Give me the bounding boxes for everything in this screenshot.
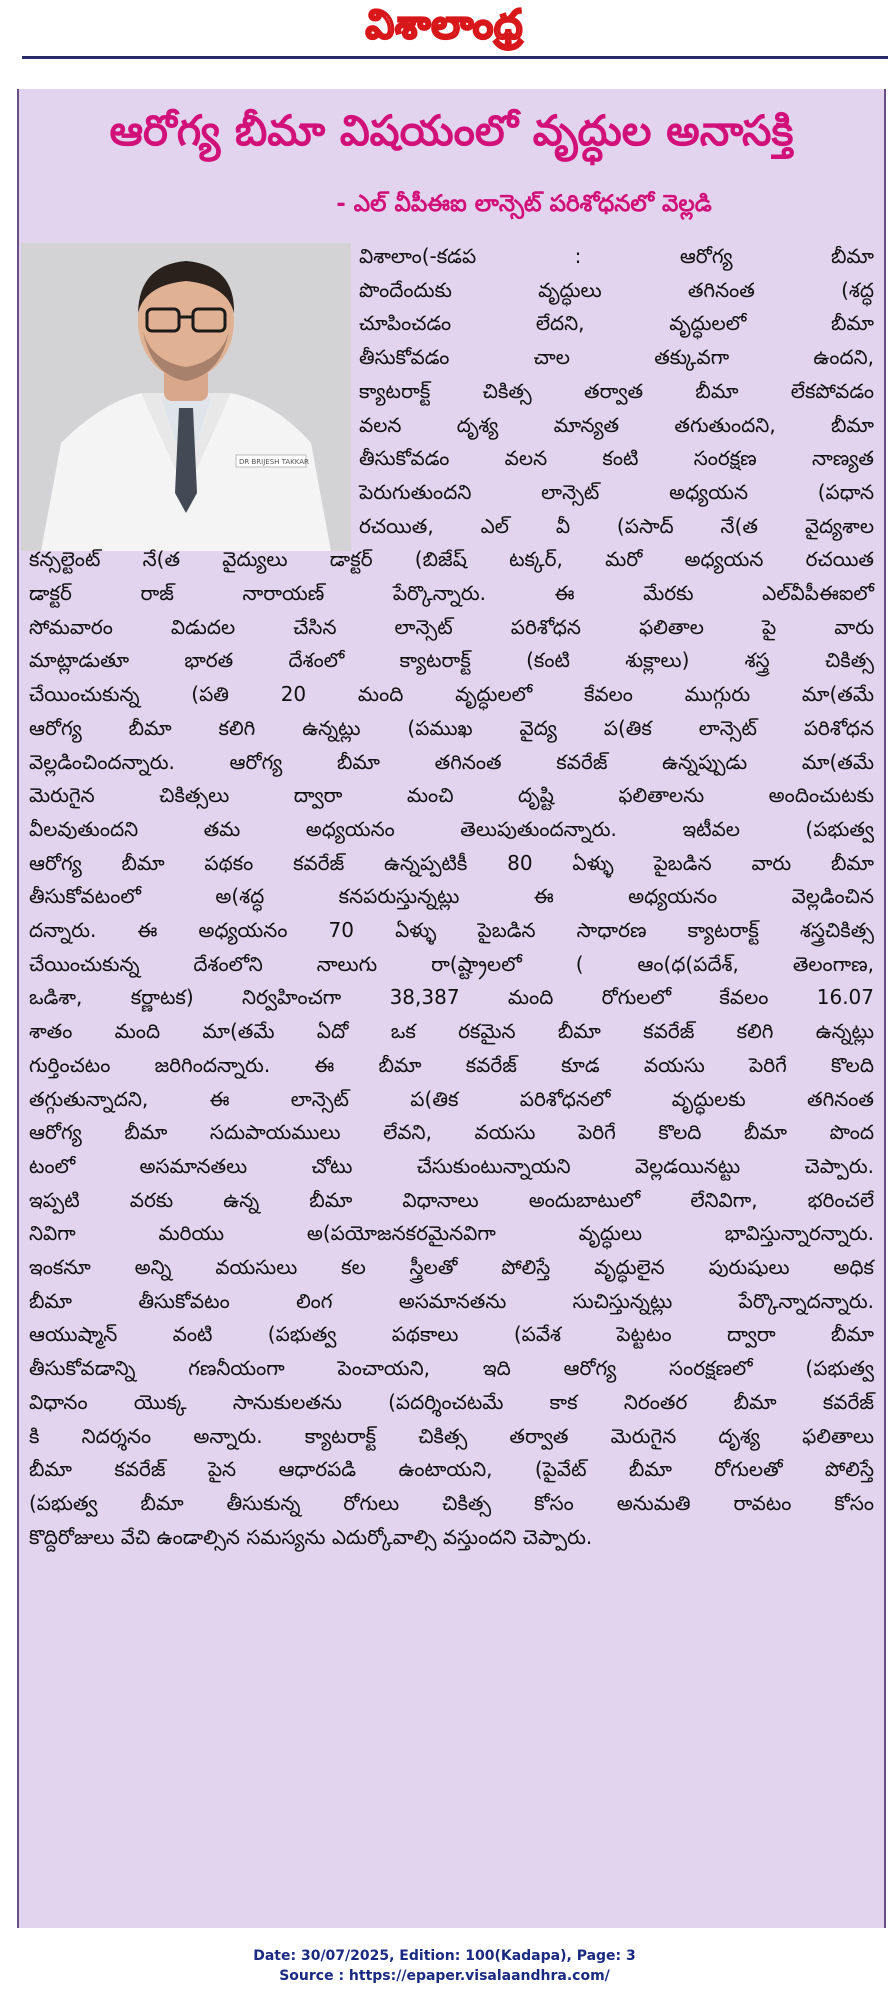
body-line: రచయిత, ఎల్ వీ (పసాద్ నే(త వైద్యశాల <box>359 513 874 538</box>
body-line: మాట్లాడుతూ భారత దేశంలో క్యాటరాక్ట్ (కంటి శుక్లాలు) శస్త్ర చికిత్స <box>29 648 874 673</box>
body-line: చేయించుకున్న (పతి 20 మంది వృద్ధులలో కేవలం ముగ్గురు మా(తమే <box>29 682 874 707</box>
article-headline: ఆరోగ్య బీమా విషయంలో వృద్ధుల అనాసక్తి <box>109 106 794 155</box>
body-line: విధానం యొక్క సానుకులతను (పదర్శించటమే కాక నిరంతర బీమా కవరేజ్ <box>29 1389 874 1414</box>
body-line: తగ్గుతున్నాదని, ఈ లాన్సెట్ ప(తిక పరిశోధనలో వృద్ధులకు తగినంత <box>29 1086 874 1111</box>
body-line: వెల్లడించిందన్నారు. ఆరోగ్య బీమా తగినంత కవరేజ్ ఉన్నప్పుడు మా(తమే <box>29 749 874 774</box>
body-line: సోమవారం విడుదల చేసిన లాన్సెట్ పరిశోధన ఫలితాల పై వారు <box>29 614 874 639</box>
body-line: వీలవుతుందని తమ అధ్యయనం తెలుపుతుందన్నారు. ఇటీవల (పభుత్వ <box>29 816 874 841</box>
body-line: నివిగా మరియు అ(పయోజనకరమైనవిగా వృద్ధులు భావిస్తున్నారన్నారు. <box>29 1221 874 1246</box>
page-footer <box>0 1946 889 1986</box>
body-line: వలన దృశ్య మాన్యత తగుతుందని, బీమా <box>359 412 874 437</box>
body-line: ఆయుష్మాన్ వంటి (పభుత్వ పథకాలు (పవేశ పెట్టటం ద్వారా బీమా <box>29 1322 874 1347</box>
body-line: కొద్దిరోజులు వేచి ఉండాల్సిన సమస్యను ఎదుర్కోవాల్సి వస్తుందని చెప్పారు. <box>29 1524 593 1549</box>
body-line: పొందేందుకు వృద్ధులు తగినంత (శద్ధ <box>359 277 874 302</box>
edition-info: Date: 30/07/2025, Edition: 100(Kadapa), Page: 3 <box>253 1948 636 1964</box>
badge-text: DR BRIJESH TAKKAR <box>239 458 309 466</box>
article-body <box>19 89 884 1928</box>
body-line: ఆరోగ్య బీమా పథకం కవరేజ్ ఉన్నప్పటికీ 80 ఏళ్ళు పైబడిన వారు బీమా <box>29 850 874 875</box>
body-line: ఆరోగ్య బీమా సదుపాయములు లేవని, వయసు పెరిగే కొలది బీమా పొంద <box>29 1120 874 1145</box>
body-line: కి నిదర్శనం అన్నారు. క్యాటరాక్ట్ చికిత్స తర్వాత మెరుగైన దృశ్య ఫలితాలు <box>29 1423 874 1448</box>
body-line: చేయించుకున్న దేశంలోని నాలుగు రా(ష్ట్రాలలో ( ఆం(ధ(పదేశ్, తెలంగాణ, <box>29 951 874 976</box>
body-line: విశాలాం(-కడప : ఆరోగ్య బీమా <box>359 244 874 268</box>
body-line: శాతం మంది మా(తమే ఏదో ఒక రకమైన బీమా కవరేజ్ కలిగి ఉన్నట్లు <box>29 1019 874 1044</box>
body-line: మెరుగైన చికిత్సలు ద్వారా మంచి దృష్టి ఫలితాలను అందించుటకు <box>29 783 874 808</box>
article-subheadline: - ఎల్ వీపీఈఐ లాన్సెట్ పరిశోధనలో వెల్లడి <box>336 191 712 217</box>
body-line: తీసుకోవటంలో అ(శద్ధ కనపరుస్తున్నట్లు ఈ అధ్యయనం వెల్లడించిన <box>29 884 874 909</box>
body-line: గుర్తించటం జరిగిందన్నారు. ఈ బీమా కవరేజ్ కూడ వయసు పెరిగే కొలది <box>29 1052 874 1077</box>
body-line: దన్నారు. ఈ అధ్యయనం 70 ఏళ్ళు పైబడిన సాధారణ క్యాటరాక్ట్ శస్త్రచికిత్స <box>29 918 874 942</box>
news-article-clipping <box>17 89 886 1928</box>
newspaper-logo: విశాలాంధ్ర <box>365 1 524 48</box>
body-line: ఇంకనూ అన్ని వయసులు కల స్త్రీలతో పోలిస్తే వృద్ధులైన పురుషులు అధిక <box>29 1255 874 1279</box>
masthead-divider <box>22 56 888 59</box>
body-line: ఇప్పటి వరకు ఉన్న బీమా విధానాలు అందుబాటులో లేనివిగా, భరించలే <box>29 1187 874 1212</box>
body-line: కన్సల్టెంట్ నే(త వైద్యులు డాక్టర్ (బిజేష్ టక్కర్, మరో అధ్యయన రచయిత <box>29 547 874 572</box>
body-line: బీమా తీసుకోవటం లింగ అసమానతను సుచిస్తున్నట్లు పేర్కొన్నాదన్నారు. <box>29 1288 874 1313</box>
body-line: ఒడిశా, కర్ణాటక) నిర్వహించగా 38,387 మంది రోగులలో కేవలం 16.07 <box>29 985 874 1010</box>
source-url: Source : https://epaper.visalaandhra.com/ <box>279 1968 610 1984</box>
body-line: తీసుకోవడం చాల తక్కువగా ఉందని, <box>359 345 874 370</box>
masthead <box>0 0 889 52</box>
body-line: (పభుత్వ బీమా తీసుకున్న రోగులు చికిత్స కోసం అనుమతి రావటం కోసం <box>29 1490 874 1515</box>
body-line: క్యాటరాక్ట్ చికిత్స తర్వాత బీమా లేకపోవడం <box>359 378 874 403</box>
body-line: చూపించడం లేదని, వృద్ధులలో బీమా <box>359 311 874 336</box>
body-line: పెరుగుతుందని లాన్సెట్ అధ్యయన (పధాన <box>359 479 874 504</box>
body-line: బీమా కవరేజ్ పైన ఆధారపడి ఉంటాయని, (పైవేట్ బీమా రోగులతో పోలిస్తే <box>29 1457 874 1482</box>
body-line: ఆరోగ్య బీమా కలిగి ఉన్నట్లు (పముఖ వైద్య ప(తిక లాన్సెట్ పరిశోధన <box>29 715 874 740</box>
body-line: టంలో అసమానతలు చోటు చేసుకుంటున్నాయని వెల్లడయినట్టు చెప్పారు. <box>29 1153 874 1178</box>
body-line: తీసుకోవడం వలన కంటి సంరక్షణ నాణ్యత <box>359 446 874 471</box>
body-line: డాక్టర్ రాజ్ నారాయణ్ పేర్కొన్నారు. ఈ మేరకు ఎల్‌వీపీఈఐలో <box>29 581 874 605</box>
body-line: తీసుకోవడాన్ని గణనీయంగా పెంచాయని, ఇది ఆరోగ్య సంరక్షణలో (పభుత్వ <box>29 1356 874 1381</box>
